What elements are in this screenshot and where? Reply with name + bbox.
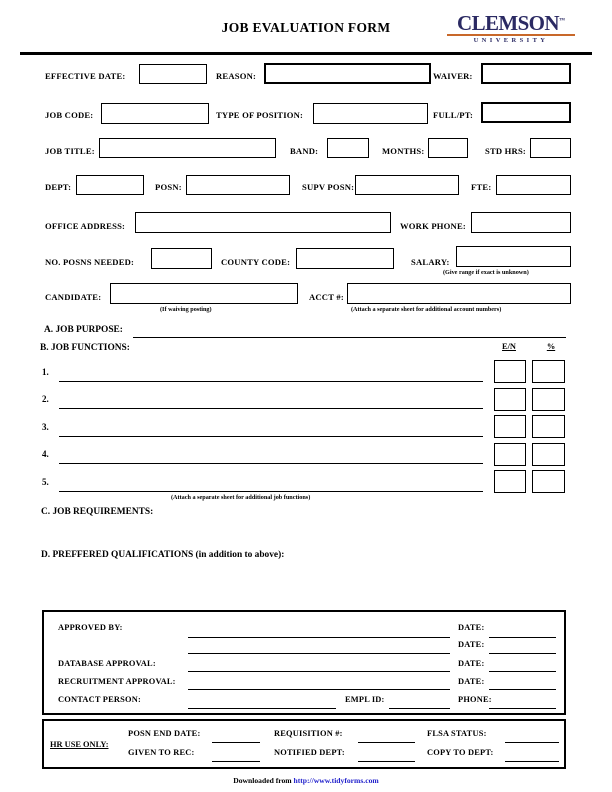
label-date-4: DATE: (458, 677, 485, 686)
label-phone: PHONE: (458, 695, 492, 704)
input-posn[interactable] (186, 175, 290, 195)
input-job-code[interactable] (101, 103, 209, 124)
label-contact-person: CONTACT PERSON: (58, 695, 141, 704)
function-row-number: 4. (42, 449, 49, 459)
function-row-line[interactable] (59, 436, 483, 437)
input-fte[interactable] (496, 175, 571, 195)
clemson-university-logo (447, 11, 575, 44)
input-posn-end-date-line[interactable] (212, 742, 260, 743)
logo-subtitle: UNIVERSITY (473, 37, 549, 44)
label-notified-dept: NOTIFIED DEPT: (274, 748, 345, 757)
function-row-percent-box[interactable] (532, 443, 565, 466)
input-work-phone[interactable] (471, 212, 571, 233)
label-approved-by: APPROVED BY: (58, 623, 123, 632)
function-row-en-box[interactable] (494, 470, 526, 493)
label-candidate: CANDIDATE: (45, 292, 102, 302)
input-no-posns-needed[interactable] (151, 248, 212, 269)
footer-url-link[interactable]: http://www.tidyforms.com (293, 776, 379, 785)
section-c-job-requirements-label: C. JOB REQUIREMENTS: (41, 507, 154, 517)
section-d-preferred-qualifications-label: D. PREFFERED QUALIFICATIONS (in addition to above): (41, 550, 285, 560)
input-months[interactable] (428, 138, 468, 158)
logo-wordmark-text: CLEMSON (457, 11, 559, 35)
logo-wordmark (447, 11, 575, 33)
function-row-number: 5. (42, 477, 49, 487)
function-row-en-box[interactable] (494, 388, 526, 411)
input-std-hrs[interactable] (530, 138, 571, 158)
input-waiver[interactable] (481, 63, 571, 84)
input-date-3-line[interactable] (489, 671, 556, 672)
label-fte: FTE: (471, 182, 492, 192)
input-notified-dept-line[interactable] (358, 761, 415, 762)
label-county-code: COUNTY CODE: (221, 257, 291, 267)
function-row-en-box[interactable] (494, 415, 526, 438)
input-candidate[interactable] (110, 283, 298, 304)
page-title: JOB EVALUATION FORM (221, 20, 391, 35)
input-acct-number[interactable] (347, 283, 571, 304)
input-date-1-line[interactable] (489, 637, 556, 638)
label-database-approval: DATABASE APPROVAL: (58, 659, 156, 668)
input-supv-posn[interactable] (355, 175, 459, 195)
input-full-pt[interactable] (481, 102, 571, 123)
note-salary-range: (Give range if exact is unknown) (443, 269, 529, 276)
label-acct-number: ACCT #: (309, 292, 344, 302)
footer (0, 776, 612, 785)
note-candidate-waiving: (If waiving posting) (160, 306, 212, 313)
input-band[interactable] (327, 138, 369, 158)
input-approved-by-second-line[interactable] (188, 653, 450, 654)
label-office-address: OFFICE ADDRESS: (45, 221, 126, 231)
label-date-3: DATE: (458, 659, 485, 668)
input-database-approval-line[interactable] (188, 671, 450, 672)
section-a-job-purpose-label: A. JOB PURPOSE: (44, 325, 123, 335)
label-salary: SALARY: (411, 257, 450, 267)
label-months: MONTHS: (382, 146, 425, 156)
input-reason[interactable] (264, 63, 431, 84)
label-supv-posn: SUPV POSN: (302, 182, 355, 192)
function-row-percent-box[interactable] (532, 470, 565, 493)
label-given-to-rec: GIVEN TO REC: (128, 748, 195, 757)
note-acct-separate-sheet: (Attach a separate sheet for additional account numbers) (351, 306, 502, 313)
label-posn: POSN: (155, 182, 182, 192)
input-requisition-number-line[interactable] (358, 742, 415, 743)
column-header-percent: % (546, 342, 556, 351)
function-row-percent-box[interactable] (532, 388, 565, 411)
hr-use-only-panel (42, 719, 566, 769)
label-posn-end-date: POSN END DATE: (128, 729, 201, 738)
section-a-job-purpose-line[interactable] (133, 337, 566, 338)
hr-use-only-heading: HR USE ONLY: (50, 740, 109, 749)
input-effective-date[interactable] (139, 64, 207, 84)
column-header-en: E/N (502, 342, 516, 351)
function-row-number: 1. (42, 367, 49, 377)
label-work-phone: WORK PHONE: (400, 221, 466, 231)
label-std-hrs: STD HRS: (485, 146, 526, 156)
label-waiver: WAIVER: (433, 71, 473, 81)
input-copy-to-dept-line[interactable] (505, 761, 559, 762)
function-row-line[interactable] (59, 381, 483, 382)
label-type-of-position: TYPE OF POSITION: (216, 110, 304, 120)
label-no-posns-needed: NO. POSNS NEEDED: (45, 257, 135, 267)
input-type-of-position[interactable] (313, 103, 428, 124)
label-band: BAND: (290, 146, 319, 156)
label-copy-to-dept: COPY TO DEPT: (427, 748, 494, 757)
input-dept[interactable] (76, 175, 144, 195)
input-given-to-rec-line[interactable] (212, 761, 260, 762)
input-date-2-line[interactable] (489, 653, 556, 654)
label-recruitment-approval: RECRUITMENT APPROVAL: (58, 677, 176, 686)
input-salary[interactable] (456, 246, 571, 267)
function-row-en-box[interactable] (494, 360, 526, 383)
function-row-en-box[interactable] (494, 443, 526, 466)
note-functions-separate-sheet: (Attach a separate sheet for additional job functions) (171, 494, 311, 501)
function-row-line[interactable] (59, 463, 483, 464)
label-job-title: JOB TITLE: (45, 146, 95, 156)
input-contact-person-line[interactable] (188, 708, 336, 709)
label-empl-id: EMPL ID: (345, 695, 385, 704)
input-office-address[interactable] (135, 212, 391, 233)
label-reason: REASON: (216, 71, 257, 81)
function-row-line[interactable] (59, 408, 483, 409)
label-effective-date: EFFECTIVE DATE: (45, 71, 126, 81)
header-divider (20, 52, 592, 55)
footer-prefix: Downloaded from (233, 776, 294, 785)
label-dept: DEPT: (45, 182, 72, 192)
section-b-job-functions-label: B. JOB FUNCTIONS: (40, 343, 130, 353)
input-county-code[interactable] (296, 248, 394, 269)
function-row-percent-box[interactable] (532, 415, 565, 438)
function-row-number: 3. (42, 422, 49, 432)
label-date-1: DATE: (458, 623, 485, 632)
logo-trademark-icon: ™ (558, 18, 565, 24)
function-row-percent-box[interactable] (532, 360, 565, 383)
input-date-4-line[interactable] (489, 689, 556, 690)
input-recruitment-approval-line[interactable] (188, 689, 450, 690)
label-date-2: DATE: (458, 640, 485, 649)
label-requisition-number: REQUISITION #: (274, 729, 343, 738)
label-job-code: JOB CODE: (45, 110, 94, 120)
input-flsa-status-line[interactable] (505, 742, 559, 743)
input-empl-id-line[interactable] (389, 708, 450, 709)
input-phone-line[interactable] (489, 708, 556, 709)
label-full-pt: FULL/PT: (433, 110, 474, 120)
input-job-title[interactable] (99, 138, 276, 158)
function-row-number: 2. (42, 394, 49, 404)
input-approved-by-line[interactable] (188, 637, 450, 638)
label-flsa-status: FLSA STATUS: (427, 729, 487, 738)
function-row-line[interactable] (59, 491, 483, 492)
